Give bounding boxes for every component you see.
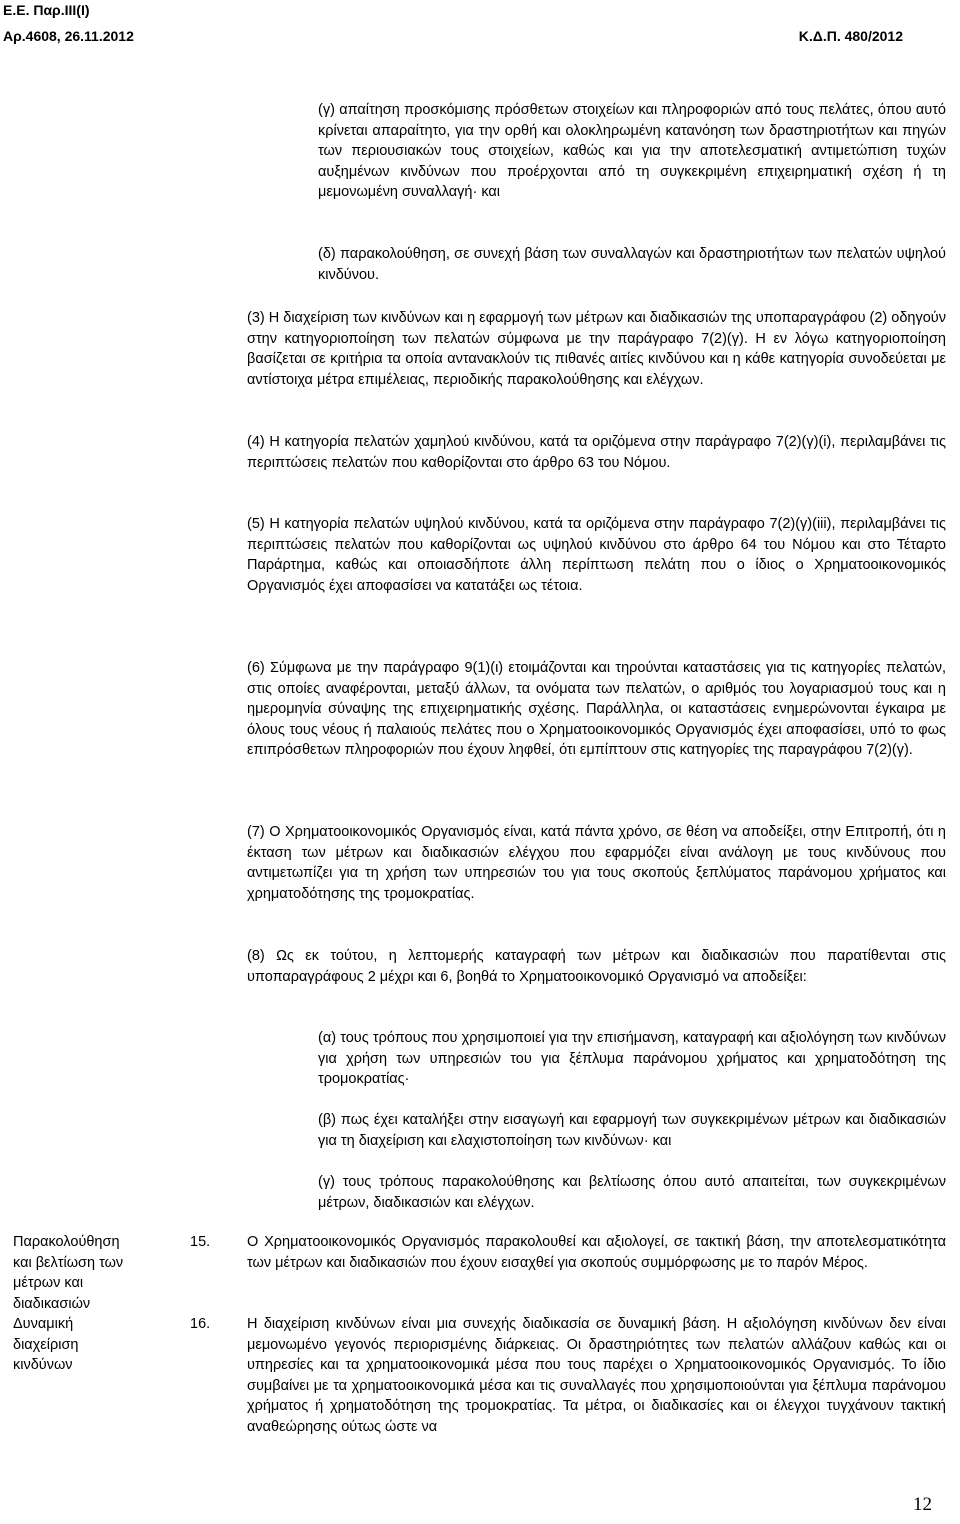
regulation-15-number: 15. <box>190 1234 211 1250</box>
marginal-note-line: Δυναμική <box>13 1316 74 1332</box>
paragraph-6: (6) Σύμφωνα με την παράγραφο 9(1)(ι) ετοιμάζονται και τηρούνται καταστάσεις για τις κατηγορίες πελατών, στις οποίες αναφέρονται, μεταξύ άλλων, τα ονόματα των πελατών, ο αριθμός του λογαριασμού τους και η ημερομηνία σύναψης της επιχειρηματικής σχέσης. Παράλληλα, οι καταστάσεις ενημερώνονται έγκαιρα με όλους τους νέους ή παλαιούς πελάτες που ο Χρηματοοικονομικός Οργανισμός έχει αποφασίσει, υπό το φως επιπρόσθετων πληροφοριών που έχουν ληφθεί, ότι εμπίπτουν στις κατηγορίες της παραγράφου 7(2)(γ). <box>247 660 946 758</box>
marginal-note-line: διαδικασιών <box>13 1295 91 1312</box>
regulation-number: Κ.Δ.Π. 480/2012 <box>798 28 903 44</box>
marginal-note-line: μέτρων και <box>13 1275 84 1291</box>
regulation-15-text: Ο Χρηματοοικονομικός Οργανισμός παρακολουθεί και αξιολογεί, σε τακτική βάση, την αποτελεσματικότητα των μέτρων και διαδικασιών που έχουν εισαχθεί για σκοπούς συμμόρφωσης με το παρόν Μέρος. <box>247 1234 946 1271</box>
paragraph-8-item-b: (β) πως έχει καταλήξει στην εισαγωγή και εφαρμογή των συγκεκριμένων μέτρων και διαδικασιών για τη διαχείριση και ελαχιστοποίηση των κινδύνων· και <box>318 1112 946 1149</box>
marginal-note-line: διαχείριση <box>13 1336 79 1353</box>
marginal-note-line: κινδύνων <box>13 1357 73 1373</box>
page-number: 12 <box>913 1494 932 1515</box>
regulation-16-text: Η διαχείριση κινδύνων είναι μια συνεχής διαδικασία σε δυναμική βάση. Η αξιολόγηση κινδύνων δεν είναι μεμονωμένο γεγονός περιορισμένης διάρκειας. Οι δραστηριότητες των πελατών αλλάζουν καθώς και οι υπηρεσίες και τα χρηματοοικονομικά μέσα που τους παρέχει ο Χρηματοοικονομικός Οργανισμός. Το ίδιο συμβαίνει με τα χρηματοοικονομικά μέσα και τις συναλλαγές που χρησιμοποιούνται για ξέπλυμα παράνομου χρήματος ή χρηματοδότηση της τρομοκρατίας. Τα μέτρα, οι διαδικασίες και οι έλεγχοι τυγχάνουν τακτική αναθεώρησης ούτως ώστε να <box>247 1316 946 1435</box>
paragraph-5: (5) Η κατηγορία πελατών υψηλού κινδύνου, κατά τα οριζόμενα στην παράγραφο 7(2)(γ)(iii), περιλαμβάνει τις περιπτώσεις πελατών που καθορίζονται ως υψηλού κινδύνου στο άρθρο 64 του Νόμου και στο Τέταρτο Παράρτημα, καθώς και οποιασδήποτε άλλη περίπτωση πελάτη που ο ίδιος ο Χρηματοοικονομικός Οργανισμός έχει αποφασίσει να κατατάξει ως τέτοια. <box>247 516 946 594</box>
paragraph-4: (4) Η κατηγορία πελατών χαμηλού κινδύνου, κατά τα οριζόμενα στην παράγραφο 7(2)(γ)(i), περιλαμβάνει τις περιπτώσεις πελατών που καθορίζονται στο άρθρο 63 του Νόμου. <box>247 434 946 471</box>
paragraph-8-item-g: (γ) τους τρόπους παρακολούθησης και βελτίωσης όπου αυτό απαιτείται, των συγκεκριμένων μέτρων, διαδικασιών και ελέγχων. <box>318 1174 946 1211</box>
marginal-note-line: Παρακολούθηση <box>13 1234 120 1250</box>
regulation-16-number: 16. <box>190 1316 211 1332</box>
paragraph-7: (7) Ο Χρηματοοικονομικός Οργανισμός είναι, κατά πάντα χρόνο, σε θέση να αποδείξει, στην Επιτροπή, ότι η έκταση των μέτρων και διαδικασιών ελέγχου που εφαρμόζει είναι ανάλογη με τους κινδύνους που αντιμετωπίζει για τη χρήση των υπηρεσιών του για τους σκοπούς ξεπλύματος παράνομου χρήματος και χρηματοδότησης της τρομοκρατίας. <box>247 824 946 902</box>
paragraph-3: (3) Η διαχείριση των κινδύνων και η εφαρμογή των μέτρων και διαδικασιών της υποπαραγράφου (2) οδηγούν στην κατηγοριοποίηση των πελατών σύμφωνα με την παράγραφο 7(2)(γ). Η εν λόγω κατηγοριοποίηση βασίζεται σε κριτήρια τα οποία αντανακλούν τις πιθανές αιτίες κινδύνου και η κάθε κατηγορία συνοδεύεται με αντίστοιχα μέτρα επιμέλειας, περιοδικής παρακολούθησης και ελέγχων. <box>247 310 946 388</box>
gazette-reference: Ε.Ε. Παρ.ΙΙΙ(Ι) <box>3 2 90 18</box>
paragraph-8-item-a: (α) τους τρόπους που χρησιμοποιεί για την επισήμανση, καταγραφή και αξιολόγηση των κινδύνων για χρήση των υπηρεσιών του για ξέπλυμα παράνομου χρήματος και χρηματοδότηση της τρομοκρατίας· <box>318 1030 946 1087</box>
paragraph-2-item-d: (δ) παρακολούθηση, σε συνεχή βάση των συναλλαγών και δραστηριοτήτων των πελατών υψηλού κινδύνου. <box>318 246 946 283</box>
paragraph-8: (8) Ως εκ τούτου, η λεπτομερής καταγραφή των μέτρων και διαδικασιών που παρατίθενται στις υποπαραγράφους 2 μέχρι και 6, βοηθά το Χρηματοοικονομικό Οργανισμό να αποδείξει: <box>247 948 946 985</box>
marginal-note-line: και βελτίωση των <box>13 1254 124 1271</box>
paragraph-2-item-g: (γ) απαίτηση προσκόμισης πρόσθετων στοιχείων και πληροφοριών από τους πελάτες, όπου αυτό κρίνεται απαραίτητο, για την ορθή και ολοκληρωμένη κατανόηση των δραστηριοτήτων και πηγών των περιουσιακών τους στοιχείων, καθώς και για την αποτελεσματική αντιμετώπιση τυχών αυξημένων κινδύνων που προέρχονται από τη συγκεκριμένη επιχειρηματική σχέση ή τη μεμονωμένη συναλλαγή· και <box>318 102 946 200</box>
gazette-issue-date: Αρ.4608, 26.11.2012 <box>3 28 134 44</box>
marginal-note <box>13 1232 171 1376</box>
